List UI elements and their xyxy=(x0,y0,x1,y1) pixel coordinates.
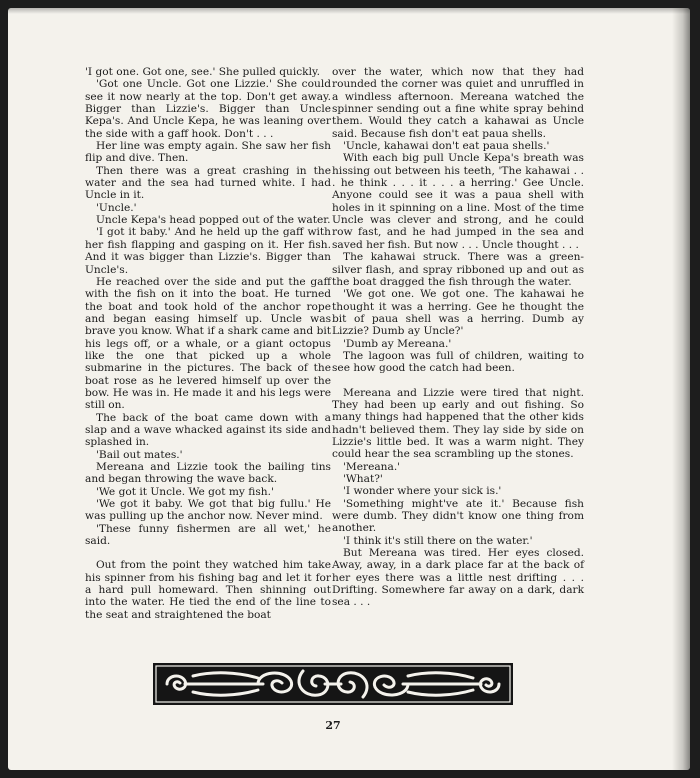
paragraph: Mereana and Lizzie were tired that night. They had been up early and out fishing. So many things had happened that the other kids hadn't believed them. They lay side by side on Lizzie's little bed. It was a warm night. They could hear the sea scrambling up the stones. xyxy=(332,386,584,461)
right-text-column xyxy=(332,66,584,609)
paragraph: The back of the boat came down with a slap and a wave whacked against its side and splashed in. xyxy=(85,411,331,449)
paragraph: 'Uncle.' xyxy=(96,201,137,214)
paragraph: 'We got one. We got one. The kahawai he thought it was a herring. Gee he thought the bit of paua shell was a herring. Dumb ay Lizzie? Dumb ay Uncle?' xyxy=(332,288,584,338)
book-page xyxy=(8,8,690,770)
page-spine-shadow xyxy=(672,8,690,770)
paragraph: over the water, which now that they had rounded the corner was quiet and unruffled in a windless afternoon. Mereana watched the spinner sending out a fine white spray behind them. Would they catch a kahawai as Uncle said. Because fish don't eat paua shells. xyxy=(332,66,584,140)
paragraph: 'Bail out mates.' xyxy=(96,448,183,461)
paragraph: 'I wonder where your sick is.' xyxy=(343,485,502,498)
koru-ornament-icon xyxy=(153,663,513,705)
paragraph: 'Dumb ay Mereana.' xyxy=(343,337,452,350)
paragraph: But Mereana was tired. Her eyes closed. Away, away, in a dark place far at the back of her eyes there was a little nest drifting . . . Drifting. Somewhere far away on a dark, dark sea . . . xyxy=(332,547,584,609)
paragraph: With each big pull Uncle Kepa's breath was hissing out between his teeth, 'The kahawai . . . he think . . . it . . . a herring.' Gee Uncle. Anyone could see it was a paua shell with holes in it spinning on a line. Most of the time Uncle was clever and strong, and he could row fast, and he had jumped in the sea and saved her fish. But now . . . Uncle thought . . . xyxy=(332,152,584,251)
paragraph: 'Uncle, kahawai don't eat paua shells.' xyxy=(343,140,550,153)
page-number: 27 xyxy=(325,719,341,732)
paragraph: 'Got one Uncle. Got one Lizzie.' She could see it now nearly at the top. Don't get away. Bigger than Lizzie's. Bigger than Uncle Kepa's. And Uncle Kepa, he was leaning over the side with a gaff hook. Don't . . . xyxy=(85,78,331,140)
paragraph: 'We got it Uncle. We got my fish.' xyxy=(96,485,274,498)
paragraph: 'Mereana.' xyxy=(343,460,401,473)
paragraph: 'I got it baby.' And he held up the gaff with her fish flapping and gasping on it. Her fish. And it was bigger than Lizzie's. Bigger than Uncle's. xyxy=(85,226,331,276)
paragraph: The lagoon was full of children, waiting to see how good the catch had been. xyxy=(332,349,584,375)
left-text-column xyxy=(85,66,331,621)
paragraph: Mereana and Lizzie took the bailing tins and began throwing the wave back. xyxy=(85,461,331,486)
paragraph: 'What?' xyxy=(343,473,383,485)
paragraph: Out from the point they watched him take his spinner from his fishing bag and let it for a hard pull homeward. Then shinning out into the water. He tied the end of the line to the seat and straightened the boat xyxy=(85,559,331,621)
paragraph: 'I think it's still there on the water.' xyxy=(343,534,533,547)
paragraph: 'Something might've ate it.' Because fish were dumb. They didn't know one thing from another. xyxy=(332,497,584,535)
paragraph: He reached over the side and put the gaff with the fish on it into the boat. He turned the boat and took hold of the anchor rope and began easing himself up. Uncle was brave you know. What if a shark came and bit his legs off, or a whale, or a giant octopus like the one that picked up a whole submarine in the pictures. The back of the boat rose as he levered himself up over the bow. He was in. He made it and his legs were still on. xyxy=(85,275,331,412)
paragraph: Uncle Kepa's head popped out of the water. xyxy=(96,214,331,227)
paragraph: 'These funny fishermen are all wet,' he said. xyxy=(85,522,331,548)
paragraph: 'I got one. Got one, see.' She pulled quickly. xyxy=(85,66,320,78)
paragraph: Her line was empty again. She saw her fish flip and dive. Then. xyxy=(85,140,331,165)
paragraph: Then there was a great crashing in the water and the sea had turned white. I had Uncle in it. xyxy=(85,164,331,202)
page-top-shadow xyxy=(8,8,690,14)
paragraph: 'We got it baby. We got that big fullu.' He was pulling up the anchor now. Never mind. xyxy=(85,498,331,523)
paragraph: The kahawai struck. There was a green-silver flash, and spray ribboned up and out as the boat dragged the fish through the water. xyxy=(332,251,584,288)
